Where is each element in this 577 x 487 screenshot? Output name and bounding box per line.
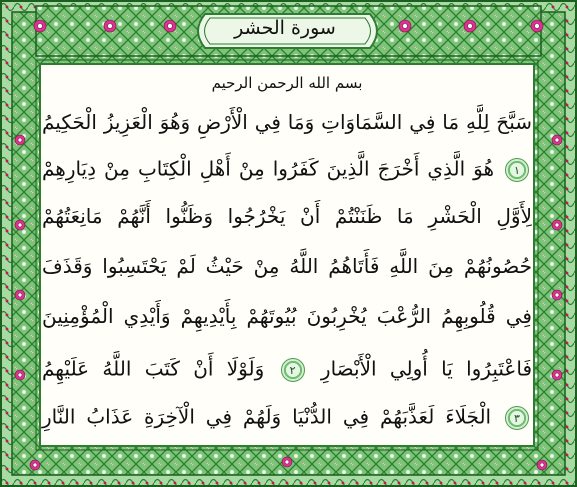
line-text: وَلَوْلَا أَنْ كَتَبَ اللَّهُ عَلَيْهِمُ: [42, 356, 265, 381]
text-line-1: [42, 112, 532, 132]
line-text: هُوَ الَّذِي أَخْرَجَ الَّذِينَ كَفَرُوا مِنْ أَهْلِ الْكِتَابِ مِنْ دِيَارِهِمْ: [42, 156, 495, 181]
ayah-marker: ٣: [505, 406, 529, 430]
text-panel: [42, 66, 532, 444]
text-line-3: [42, 206, 532, 226]
text-line-4: [42, 256, 532, 276]
text-line-2: [42, 158, 532, 182]
text-line-7: [42, 406, 532, 430]
ayah-marker: ٢: [281, 358, 305, 382]
surah-title: سورة الحشر: [234, 17, 336, 39]
line-text: فِي قُلُوبِهِمُ الرُّعْبَ يُخْرِبُونَ بُيُوتَهُمْ بِأَيْدِيهِمْ وَأَيْدِي الْمُؤْمِنِينَ: [42, 304, 532, 328]
line-text: حُصُونُهُمْ مِنَ اللَّهِ فَأَتَاهُمُ اللَّهُ مِنْ حَيْثُ لَمْ يَحْتَسِبُوا وَقَذَفَ: [42, 254, 532, 278]
line-text: فَاعْتَبِرُوا يَا أُولِي الْأَبْصَارِ: [320, 356, 532, 381]
basmala: بسم الله الرحمن الرحيم: [211, 74, 363, 92]
text-line-5: [42, 306, 532, 326]
text-line-6: [42, 358, 532, 382]
ayah-marker: ١: [505, 158, 529, 182]
line-text: سَبَّحَ لِلَّهِ مَا فِي السَّمَاوَاتِ وَمَا فِي الْأَرْضِ وَهُوَ الْعَزِيزُ الْحَكِيمُ: [42, 110, 532, 134]
line-text: الْجَلَاءَ لَعَذَّبَهُمْ فِي الدُّنْيَا وَلَهُمْ فِي الْآخِرَةِ عَذَابُ النَّارِ: [42, 404, 492, 429]
line-text: لِأَوَّلِ الْحَشْرِ مَا ظَنَنْتُمْ أَنْ يَخْرُجُوا وَظَنُّوا أَنَّهُمْ مَانِعَتُهُمْ: [42, 204, 532, 228]
